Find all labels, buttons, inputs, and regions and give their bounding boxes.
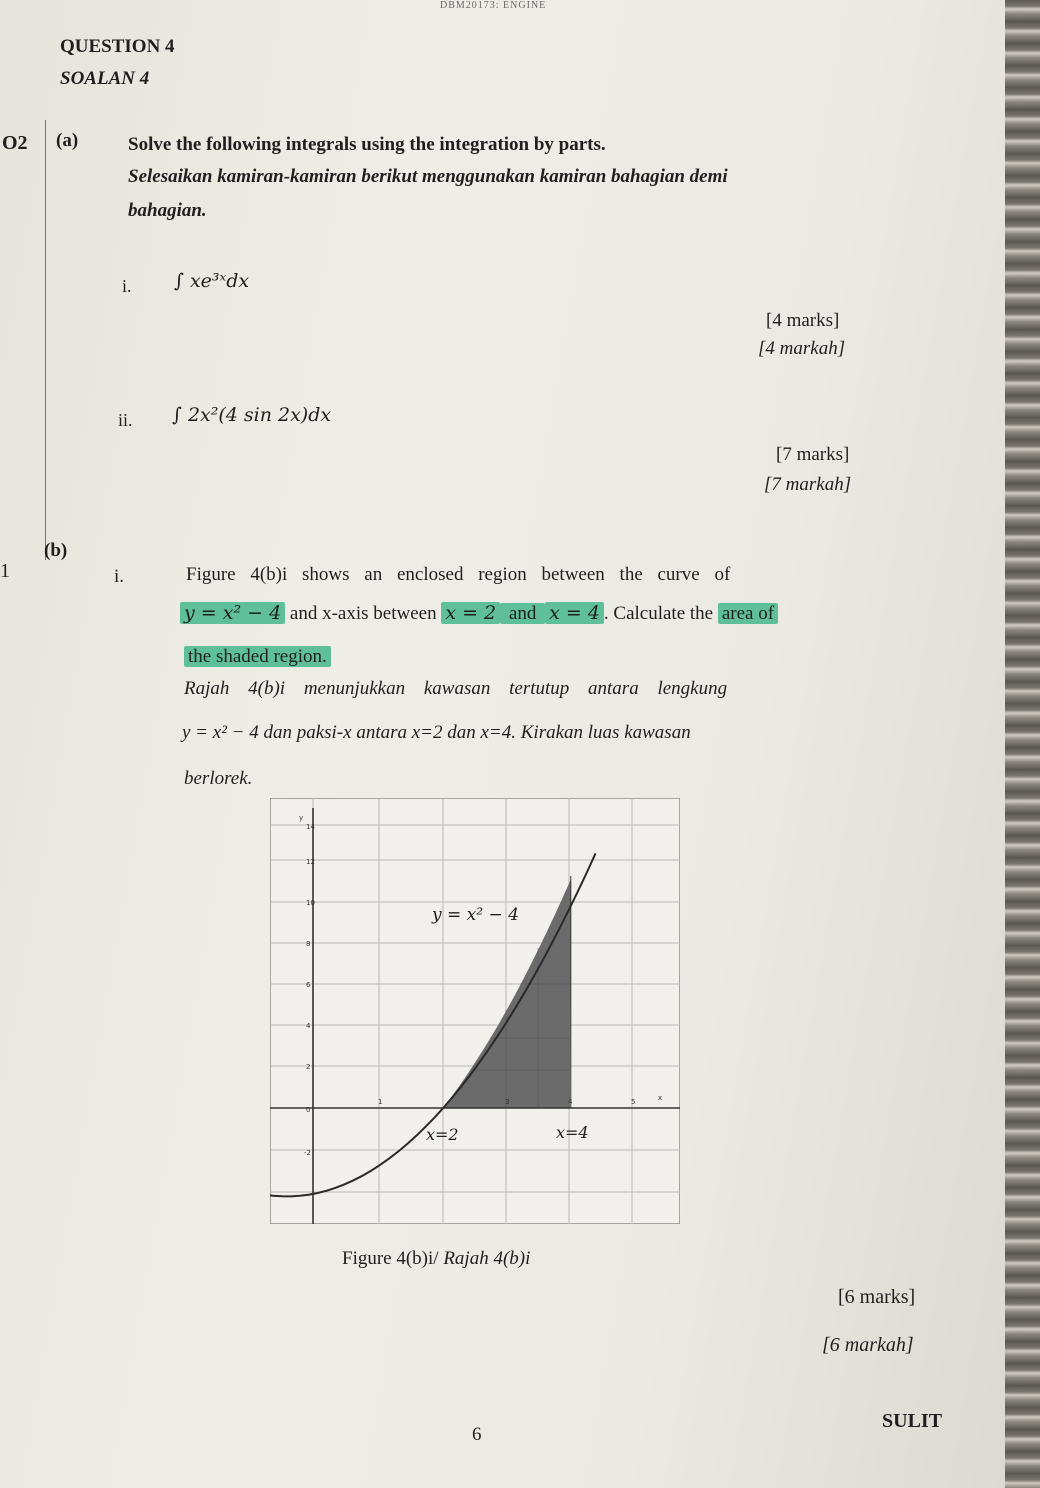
item-i-number: i. [122,276,132,296]
part-b-ms-line-2: y = x² − 4 dan paksi-x antara x=2 dan x=4. Kirakan luas kawasan [182,722,691,743]
y-tick-10: 10 [306,899,315,907]
part-b-marks-en: [6 marks] [838,1286,916,1308]
curve-label: y = x² − 4 [432,905,519,925]
part-a-instruction-ms-2: bahagian. [128,200,207,221]
item-i-marks-ms: [4 markah] [758,338,846,359]
item-i-marks-en: [4 marks] [766,310,840,331]
x4-label: x=4 [556,1123,589,1142]
x-tick-1: 1 [378,1098,383,1106]
part-a-label: (a) [56,130,79,151]
top-header-deco: DBM20173: ENGINE [440,0,547,11]
y-tick-2: 2 [306,1063,311,1071]
part-b-label: (b) [44,540,68,561]
x-tick-4: 4 [568,1098,573,1106]
part-a-instruction-ms-1: Selesaikan kamiran-kamiran berikut menggunakan kamiran bahagian demi [128,166,728,187]
y-tick-neg2: -2 [304,1149,311,1157]
y-tick-8: 8 [306,940,311,948]
x2-label: x=2 [426,1125,459,1144]
y-tick-14: 14 [306,823,315,831]
figure-caption: Figure 4(b)i/ Rajah 4(b)i [342,1248,531,1269]
question-title: QUESTION 4 [60,36,175,57]
part-b-marks-ms: [6 markah] [822,1334,914,1356]
item-ii-integral: ∫ 2x²(4 sin 2x)dx [172,404,332,426]
part-a-instruction-en: Solve the following integrals using the integration by parts. [128,134,606,155]
item-ii-marks-en: [7 marks] [776,444,850,465]
x4-highlight: x = 4 [545,602,604,624]
page-stack-edge [1005,0,1040,1488]
item-ii-number: ii. [118,410,133,430]
part-b-ms-line-3: berlorek. [184,768,253,789]
page-number: 6 [472,1424,482,1445]
x2-highlight: x = 2 [441,602,500,624]
figure-4b-graph [270,798,680,1224]
area-highlight: area of [718,603,778,624]
part-b-en-line-2: y = x² − 4 and x-axis between x = 2 and x = 4 . Calculate the area of [180,602,778,625]
y-tick-6: 6 [306,981,311,989]
part-b-en-line-3: the shaded region. [184,646,331,668]
x-tick-3: 3 [505,1098,510,1106]
part-b-ms-line-1: Rajah 4(b)i menunjukkan kawasan tertutup antara lengkung [184,678,728,699]
y-tick-4: 4 [306,1022,311,1030]
x-axis-label: x [658,1094,663,1102]
item-ii-marks-ms: [7 markah] [764,474,852,495]
y-tick-12: 12 [306,858,315,866]
x-tick-5: 5 [631,1098,636,1106]
margin-mark: 1 [0,560,10,582]
part-b-en-line-1: Figure 4(b)i shows an enclosed region between the curve of [186,564,731,585]
clo-label: O2 [2,132,28,154]
sulit-label: SULIT [882,1410,943,1432]
y-axis-label: y [299,814,304,822]
item-i-integral: ∫ xe³ˣdx [174,270,250,292]
soalan-title: SOALAN 4 [60,68,150,89]
equation-highlight: y = x² − 4 [180,602,285,624]
part-b-number: i. [114,566,125,587]
y-tick-0: 0 [306,1106,311,1114]
margin-line [45,120,46,560]
